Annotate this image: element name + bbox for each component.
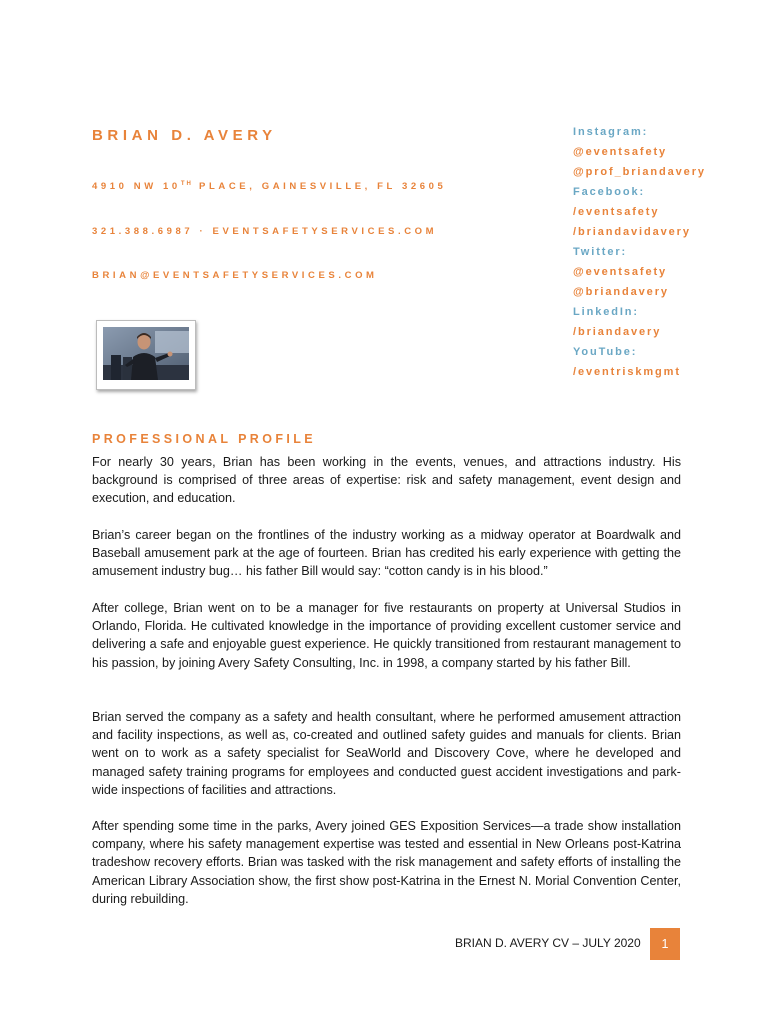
social-label-linkedin: LinkedIn: (573, 306, 639, 318)
social-label-twitter: Twitter: (573, 246, 628, 258)
address-line (92, 181, 446, 192)
social-handle-youtube[interactable]: /eventriskmgmt (573, 366, 681, 378)
speaker-photo-illustration (103, 327, 189, 380)
social-handle-linkedin[interactable]: /briandavery (573, 326, 662, 338)
social-handle-twitter-eventsafety[interactable]: @eventsafety (573, 266, 668, 278)
social-label-facebook: Facebook: (573, 186, 646, 198)
profile-paragraph-5: After spending some time in the parks, Avery joined GES Exposition Services—a trade show installation company, where his safety management expertise was tested and essential in New Orleans post-Katrina tradeshow recovery efforts. Brian was tasked with the risk management and safety efforts of installing the American Library Association show, the first show post-Katrina in the Ernest N. Morial Convention Center, during rebuilding. (92, 819, 681, 906)
profile-photo-frame (96, 320, 196, 390)
email-line[interactable]: BRIAN@EVENTSAFETYSERVICES.COM (92, 270, 378, 281)
address-rest: PLACE, GAINESVILLE, FL 32605 (192, 181, 447, 193)
social-label-youtube: YouTube: (573, 346, 638, 358)
page-number-badge: 1 (650, 928, 680, 960)
profile-photo (103, 327, 189, 380)
address-number: 4910 NW 10 (92, 181, 181, 193)
phone-website-line[interactable]: 321.388.6987 · EVENTSAFETYSERVICES.COM (92, 226, 438, 237)
profile-paragraph-2: Brian’s career began on the frontlines of the industry working as a midway operator at Boardwalk and Baseball amusement park at the age of fourteen. Brian has credited his early experience with getting the amusement industry bug… his father Bill would say: “cotton candy is in his blood.” (92, 528, 681, 579)
social-label-instagram: Instagram: (573, 126, 649, 138)
social-handle-twitter-briandavery[interactable]: @briandavery (573, 286, 669, 298)
social-handle-instagram-eventsafety[interactable]: @eventsafety (573, 146, 668, 158)
social-handle-facebook-briandavidavery[interactable]: /briandavidavery (573, 226, 691, 238)
address-ordinal-suffix: TH (180, 181, 193, 187)
footer-cv-title: BRIAN D. AVERY CV – JULY 2020 (455, 936, 641, 950)
cv-name: BRIAN D. AVERY (92, 127, 277, 144)
professional-profile-heading: PROFESSIONAL PROFILE (92, 432, 317, 446)
profile-paragraph-3: After college, Brian went on to be a manager for five restaurants on property at Universal Studios in Orlando, Florida. He cultivated knowledge in the importance of providing excellent customer service and delivering a safe and enjoyable guest experience. He quickly transitioned from restaurant management to his passion, by joining Avery Safety Consulting, Inc. in 1998, a company started by his father Bill. (92, 601, 681, 670)
profile-paragraph-1: For nearly 30 years, Brian has been working in the events, venues, and attractions industry. His background is comprised of three areas of expertise: risk and safety management, event design and execution, and education. (92, 455, 681, 506)
profile-paragraph-4: Brian served the company as a safety and health consultant, where he performed amusement attraction and facility inspections, as well as, co-created and outlined safety guides and manuals for clients. Brian went on to work as a safety specialist for SeaWorld and Discovery Cove, where he developed and managed safety training programs for employees and conducted guest accident investigations and park-wide inspections of facilities and attractions. (92, 710, 681, 797)
social-media-list (573, 122, 706, 382)
social-handle-facebook-eventsafety[interactable]: /eventsafety (573, 206, 660, 218)
social-handle-instagram-prof[interactable]: @prof_briandavery (573, 166, 706, 178)
